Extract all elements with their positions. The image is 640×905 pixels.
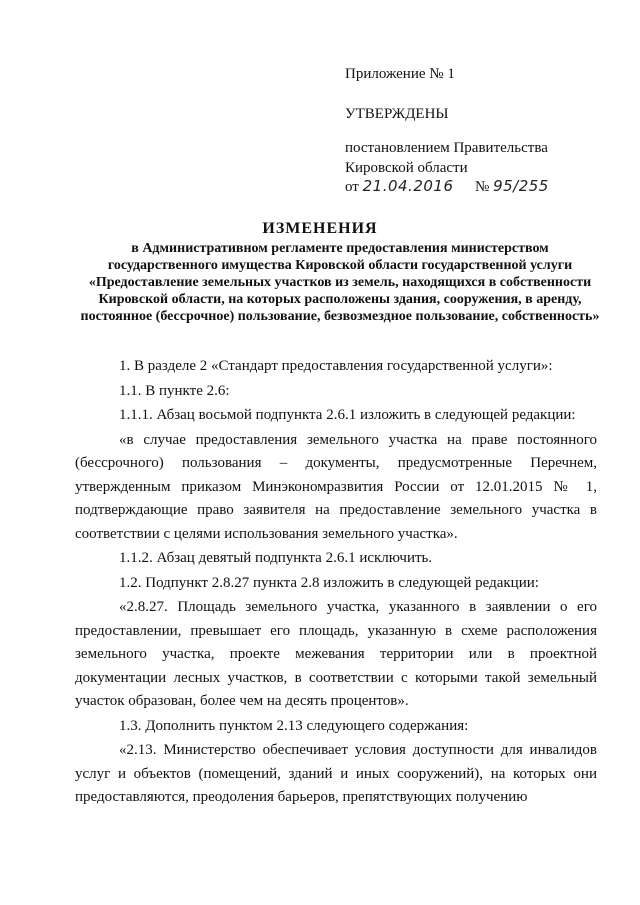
paragraph: 1.3. Дополнить пунктом 2.13 следующего содержания:: [119, 717, 469, 734]
paragraph: 1.1.2. Абзац девятый подпункта 2.6.1 исключить.: [119, 550, 433, 566]
paragraph: 1.1.1. Абзац восьмой подпункта 2.6.1 изложить в следующей редакции:: [119, 407, 576, 423]
paragraph: «в случае предоставления земельного участка на праве постоянного (бессрочного) пользования – документы, предусмотренные Перечнем, утвержденным приказом Минэкономразвития России от 12.01.2015 № 1, подтверждающие право заявителя на предоставление земельного участка в соответствии с целями использования земельного участка».: [75, 431, 597, 542]
number-prefix: №: [475, 179, 490, 195]
region-label: Кировской области: [345, 160, 468, 176]
document-subtitle: в Административном регламенте предоставления министерством государственного имущества Кировской области государственной услуги «Предоставление земельных участков из земель, находящихся в собственности Кировской области, на которых расположены здания, сооружения, в аренду, постоянное (бессрочное) пользование, безвозмездное пользование, собственность»: [80, 241, 600, 324]
paragraph: «2.8.27. Площадь земельного участка, указанного в заявлении о его предоставлении, превышает его площадь, указанную в схеме расположения земельного участка, проекте межевания территории или в проектной документации лесных участков, в соответствии с которыми такой земельный участок образован, более чем на десять процентов».: [75, 599, 597, 709]
document-body: [75, 355, 597, 810]
approval-date-line: [345, 176, 549, 197]
paragraph: 1.1. В пункте 2.6:: [119, 382, 230, 399]
paragraph: «2.13. Министерство обеспечивает условия доступности для инвалидов услуг и объектов (помещений, зданий и иных сооружений), на которых они предоставляются, преодоления барьеров, препятствующих получению: [75, 742, 597, 805]
date-prefix: от: [345, 179, 359, 195]
handwritten-number: 95/255: [493, 177, 549, 195]
resolution-label: постановлением Правительства: [345, 140, 548, 156]
appendix-label: Приложение № 1: [345, 66, 455, 82]
document-title: ИЗМЕНЕНИЯ: [262, 220, 378, 237]
paragraph: 1. В разделе 2 «Стандарт предоставления государственной услуги»:: [119, 358, 553, 374]
approved-label: УТВЕРЖДЕНЫ: [345, 106, 449, 122]
handwritten-date: 21.04.2016: [362, 177, 454, 195]
paragraph: 1.2. Подпункт 2.8.27 пункта 2.8 изложить в следующей редакции:: [119, 574, 539, 591]
